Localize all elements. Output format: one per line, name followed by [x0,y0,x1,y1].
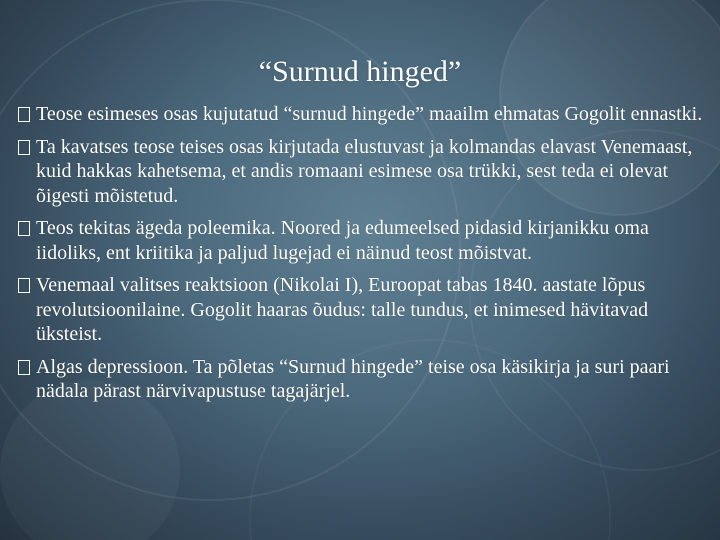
square-bullet-icon [18,278,30,293]
bullet-item [18,135,708,209]
square-bullet-icon [18,107,30,122]
bullet-text: Teos tekitas ägeda poleemika. Noored ja edumeelsed pidasid kirjanikku oma iidoliks, ent kriitika ja paljud lugejad ei näinud teost mõistvat. [36,217,649,264]
bullet-list [18,102,708,412]
bullet-item [18,273,708,347]
square-bullet-icon [18,140,30,155]
bullet-item [18,216,708,265]
bullet-text: Teose esimeses osas kujutatud “surnud hingede” maailm ehmatas Gogolit ennastki. [36,103,703,125]
bullet-item [18,102,708,127]
bullet-text: Algas depressioon. Ta põletas “Surnud hingede” teise osa käsikirja ja suri paari nädala pärast närvivapustuse tagajärjel. [36,355,670,402]
bullet-item [18,355,708,404]
bullet-text: Ta kavatses teose teises osas kirjutada elustuvast ja kolmandas elavast Venemaast, kuid hakkas kahetsema, et andis romaani esimese osa trükki, sest teda ei olevat õigesti mõistetud. [36,135,693,207]
slide-title: “Surnud hinged” [258,55,462,88]
bullet-text: Venemaal valitses reaktsioon (Nikolai I), Euroopat tabas 1840. aastate lõpus revolutsioonilaine. Gogolit haaras õudus: talle tundus, et inimesed hävitavad üksteist. [36,274,649,345]
square-bullet-icon [18,221,30,236]
square-bullet-icon [18,360,30,375]
